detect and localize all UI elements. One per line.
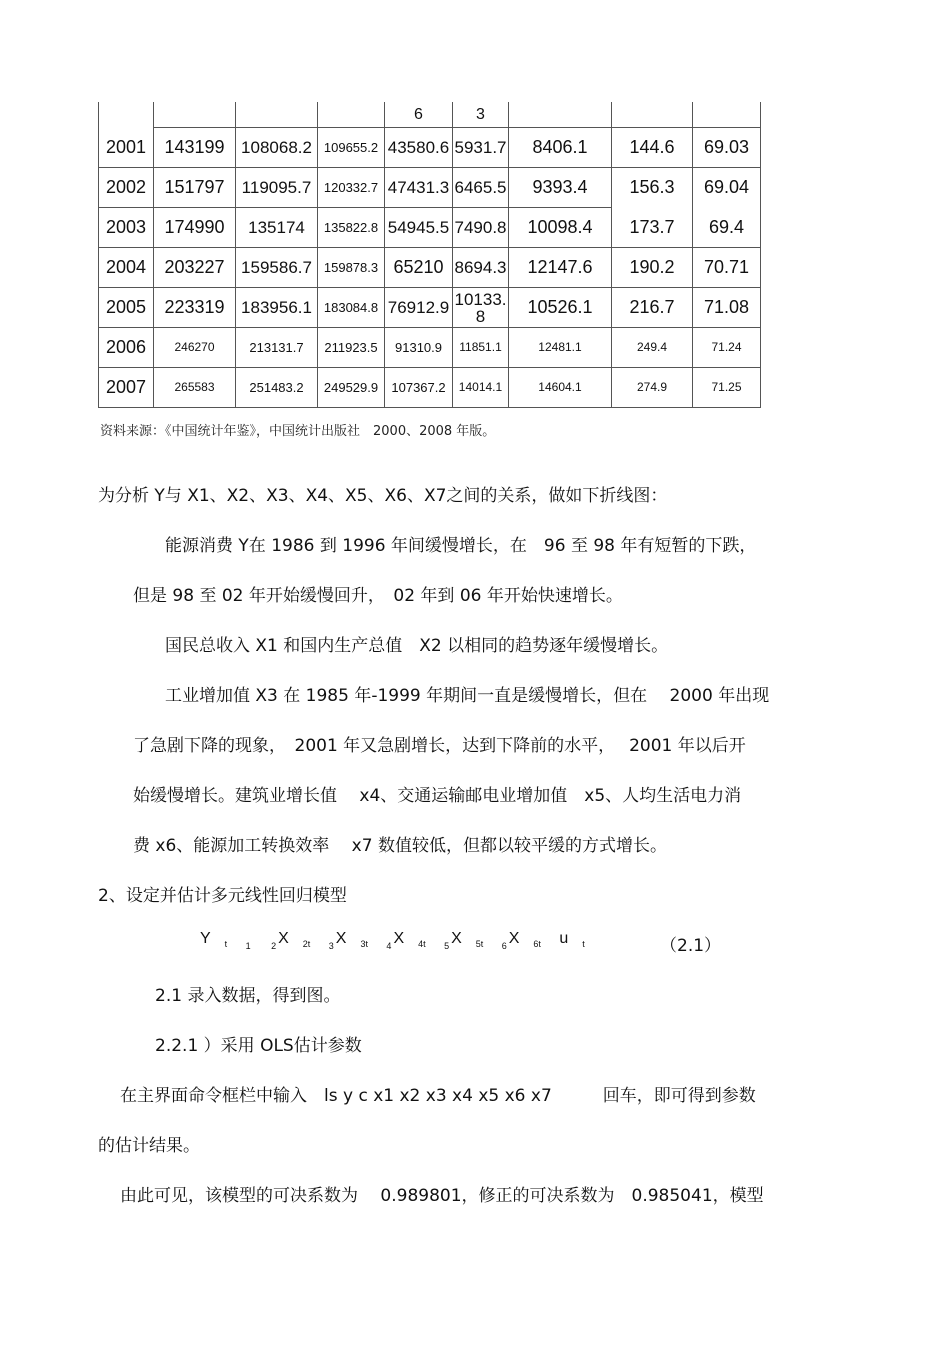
table-cell: 2007 [99,368,154,408]
paragraph-line: 的估计结果。 [98,1136,200,1156]
table-cell [236,102,318,128]
table-cell: 91310.9 [385,328,453,368]
table-cell: 71.25 [693,368,761,408]
table-cell: 109655.2 [318,128,385,168]
table-cell: 71.24 [693,328,761,368]
table-cell: 65210 [385,248,453,288]
table-cell: 6465.5 [453,168,509,208]
table-cell [509,102,612,128]
subsection-heading: 2.2.1 ）采用 OLS估计参数 [155,1036,362,1056]
table-cell: 11851.1 [453,328,509,368]
paragraph-line: 国民总收入 X1 和国内生产总值 X2 以相同的趋势逐年缓慢增长。 [165,636,669,656]
table-cell: 203227 [154,248,236,288]
table-row [99,128,761,168]
table-cell: 190.2 [612,248,693,288]
table-row [99,248,761,288]
table-cell: 120332.7 [318,168,385,208]
table-cell: 14014.1 [453,368,509,408]
table-cell: 173.7 [612,208,693,248]
table-cell: 213131.7 [236,328,318,368]
table-cell: 107367.2 [385,368,453,408]
table-cell: 6 [385,102,453,128]
table-cell: 10133.8 [454,289,507,326]
table-cell: 246270 [154,328,236,368]
table-cell: 7490.8 [453,208,509,248]
table-cell: 174990 [154,208,236,248]
table-row [99,168,761,208]
table-cell: 265583 [154,368,236,408]
table-cell: 69.04 [693,168,761,208]
eq-term: $_4$ X $_{4t}$ [386,930,426,951]
eq-term: $_2$ X $_{2t}$ [271,930,311,951]
paragraph-line: 能源消费 Y在 1986 到 1996 年间缓慢增长，在 96 至 98 年有短暂的下跌， [165,536,757,556]
paragraph-line: 费 x6、能源加工转换效率 x7 数值较低，但都以较平缓的方式增长。 [133,836,667,856]
table-cell: 69.03 [693,128,761,168]
table-row [99,328,761,368]
table-cell: 274.9 [612,368,693,408]
table-cell: 70.71 [693,248,761,288]
paragraph-line: 但是 98 至 02 年开始缓慢回升， 02 年到 06 年开始快速增长。 [133,586,623,606]
table-cell: 14604.1 [509,368,612,408]
table-cell [612,102,693,128]
table-cell: 249.4 [612,328,693,368]
table-cell: 251483.2 [236,368,318,408]
table-cell: 211923.5 [318,328,385,368]
eq-term: $_6$ X $_{6t}$ [501,930,541,951]
paragraph-line: 始缓慢增长。建筑业增长值 x4、交通运输邮电业增加值 x5、人均生活电力消 [133,786,742,806]
table-cell: 12481.1 [509,328,612,368]
table-cell: 2004 [99,248,154,288]
equation-number: （2.1） [660,936,722,956]
table-cell: 2006 [99,328,154,368]
eq-term: Y $_t$ [200,930,228,950]
table-cell: 71.08 [693,288,761,328]
paragraph-line: 工业增加值 X3 在 1985 年-1999 年期间一直是缓慢增长，但在 2000 年出现 [165,686,770,706]
table-cell: 216.7 [612,288,693,328]
table-cell: 159586.7 [236,248,318,288]
eq-term: 1 [245,941,251,951]
table-row [99,102,761,128]
paragraph-line: 了急剧下降的现象， 2001 年又急剧增长，达到下降前的水平， 2001 年以后开 [133,736,746,756]
table-cell: 3 [453,102,509,128]
table-cell: 54945.5 [385,208,453,248]
table-row [99,288,761,328]
table-cell: 249529.9 [318,368,385,408]
source-note: 资料来源：《中国统计年鉴》，中国统计出版社 2000、2008 年版。 [100,424,496,439]
table-cell: 2001 [99,128,154,168]
paragraph-line: 在主界面命令框栏中输入 ls y c x1 x2 x3 x4 x5 x6 x7 回车，即可得到参数 [120,1086,756,1106]
table-row [99,208,761,248]
table-cell: 135174 [236,208,318,248]
table-cell [154,102,236,128]
table-cell [693,102,761,128]
table-cell: 143199 [154,128,236,168]
table-cell: 9393.4 [509,168,612,208]
table-cell: 151797 [154,168,236,208]
table-cell: 5931.7 [453,128,509,168]
table-cell: 10098.4 [509,208,612,248]
table-cell: 159878.3 [318,248,385,288]
table-cell: 108068.2 [236,128,318,168]
table-cell: 8406.1 [509,128,612,168]
table-cell: 12147.6 [509,248,612,288]
table-cell: 144.6 [612,128,693,168]
table-cell: 69.4 [693,208,761,248]
subsection-heading: 2.1 录入数据，得到图。 [155,986,341,1006]
table-cell: 47431.3 [385,168,453,208]
data-table [98,102,761,408]
eq-term: $_3$ X $_{3t}$ [328,930,368,951]
eq-term: u $_t$ [559,930,585,950]
table-cell: 183956.1 [236,288,318,328]
table-cell: 2002 [99,168,154,208]
table-row [99,368,761,408]
table-cell: 8694.3 [453,248,509,288]
table-cell [99,102,154,128]
table-cell: 10526.1 [509,288,612,328]
table-cell: 223319 [154,288,236,328]
section-heading: 2、设定并估计多元线性回归模型 [98,886,347,906]
paragraph-line: 由此可见，该模型的可决系数为 0.989801，修正的可决系数为 0.985041，模型 [120,1186,764,1206]
table-cell: 119095.7 [236,168,318,208]
table-cell: 43580.6 [385,128,453,168]
table-cell: 156.3 [612,168,693,208]
eq-term: $_5$ X $_{5t}$ [444,930,484,951]
table-cell [318,102,385,128]
intro-paragraph: 为分析 Y与 X1、X2、X3、X4、X5、X6、X7之间的关系，做如下折线图： [98,486,668,506]
regression-equation [200,930,599,949]
table-cell: 135822.8 [318,208,385,248]
table-cell: 76912.9 [385,288,453,328]
table-cell: 183084.8 [318,288,385,328]
table-cell: 2005 [99,288,154,328]
table-cell: 2003 [99,208,154,248]
